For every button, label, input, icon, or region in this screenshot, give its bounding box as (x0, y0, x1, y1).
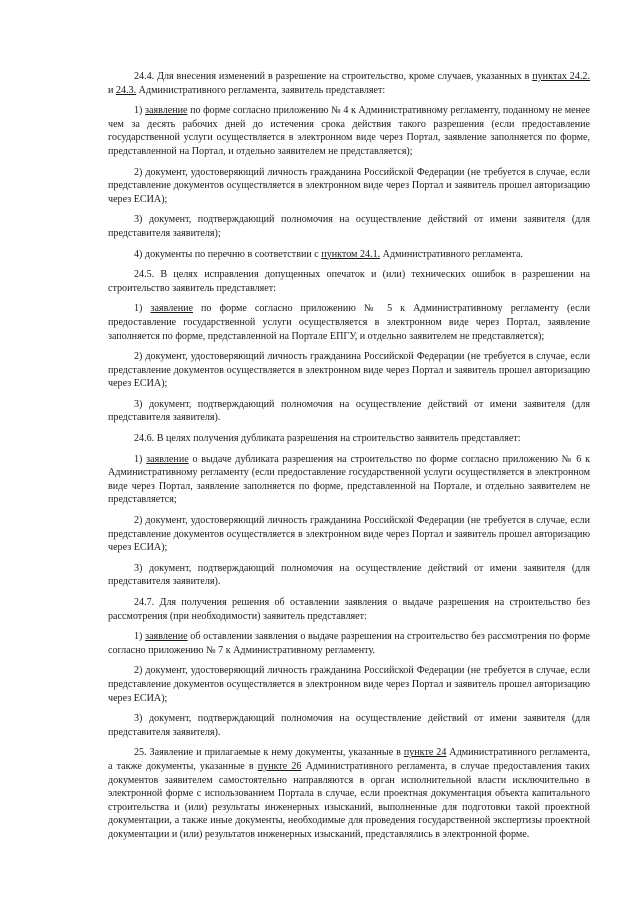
paragraph-text: 3) документ, подтверждающий полномочия на осуществление действий от имени заявителя (для представителя заявителя); (108, 214, 590, 239)
paragraph (108, 712, 590, 739)
paragraph-text: об оставлении заявления о выдаче разрешения на строительство без рассмотрения по форме согласно приложению № 7 к Административному регламенту. (108, 631, 590, 656)
paragraph-text: Административного регламента. (380, 248, 523, 260)
reference-link[interactable]: заявление (146, 453, 189, 465)
paragraph-text: Административного регламента, а также документы, указанные в (108, 747, 590, 772)
paragraph-text: Административного регламента, заявитель представляет: (136, 84, 386, 96)
paragraph (108, 746, 590, 841)
paragraph-text: 24.4. Для внесения изменений в разрешение на строительство, кроме случаев, указанных в (134, 71, 533, 82)
paragraph-text: о выдаче дубликата разрешения на строительство по форме согласно приложению № 6 к Административному регламенту (если предоставление государственной услуги осуществляется в электронном виде через Портал, заявление заполняется по форме, представленной на Портале, и отдельно заявителем не представляется; (108, 453, 590, 506)
reference-link[interactable]: пунктах 24.2. (532, 71, 590, 82)
paragraph-text: 3) документ, подтверждающий полномочия на осуществление действий от имени заявителя (для представителя заявителя). (108, 562, 590, 588)
paragraph-text: 24.7. Для получения решения об оставлении заявления о выдаче разрешения на строительство без рассмотрения (при необходимости) заявитель представляет: (108, 597, 590, 622)
paragraph (108, 630, 590, 657)
paragraph-text: по форме согласно приложению № 5 к Административному регламенту (если предоставление государственной услуги осуществляется в электронном виде через Портал, заявление заполняется по форме, представленной на Портале ЕПГУ, и отдельно заявителем не представляется); (108, 303, 591, 342)
paragraph-text: 2) документ, удостоверяющий личность гражданина Российской Федерации (не требуется в случае, если представление документов осуществляется в электронном виде через Портал и заявитель прошел авторизацию через ЕСИА); (108, 351, 590, 390)
reference-link[interactable]: пункте 26 (257, 760, 302, 772)
paragraph (108, 70, 590, 97)
paragraph-text: 1) (134, 453, 147, 465)
reference-link[interactable]: заявление (144, 105, 188, 117)
paragraph-text: 2) документ, удостоверяющий личность гражданина Российской Федерации (не требуется в случае, если представление документов осуществляется в электронном виде через Портал и заявитель прошел авторизацию через ЕСИА); (108, 665, 590, 704)
paragraph (108, 350, 590, 391)
paragraph-text: 24.6. В целях получения дубликата разрешения на строительство заявитель представляет: (134, 433, 521, 445)
paragraph-text: 24.5. В целях исправления допущенных опечаток и (или) технических ошибок в разрешении на строительство заявитель представляет: (108, 269, 590, 294)
paragraph-text: 1) (134, 105, 145, 117)
reference-link[interactable]: 24.3. (115, 84, 137, 96)
paragraph (108, 514, 590, 555)
paragraph-text: 1) (134, 303, 151, 315)
paragraph (108, 104, 590, 158)
paragraph (108, 664, 590, 705)
paragraph (108, 398, 590, 425)
paragraph (108, 302, 590, 343)
paragraph-text: 4) документы по перечню в соответствии с (134, 248, 322, 260)
paragraph (108, 432, 590, 446)
paragraph-text: 2) документ, удостоверяющий личность гражданина Российской Федерации (не требуется в случае, если представление документов осуществляется в электронном виде через Портал и заявитель прошел авторизацию через ЕСИА); (108, 515, 590, 554)
paragraph-text: 25. Заявление и прилагаемые к нему документы, указанные в (134, 747, 404, 759)
paragraph-text: 2) документ, удостоверяющий личность гражданина Российской Федерации (не требуется в случае, если представление документов осуществляется в электронном виде через Портал и заявитель прошел авторизацию через ЕСИА); (108, 166, 590, 205)
paragraph (108, 248, 590, 262)
document-page (108, 70, 590, 849)
paragraph-text: и (108, 84, 116, 96)
paragraph (108, 268, 590, 295)
paragraph-text: 3) документ, подтверждающий полномочия на осуществление действий от имени заявителя (для представителя заявителя). (108, 398, 590, 424)
paragraph (108, 166, 590, 207)
reference-link[interactable]: пункте 24 (403, 747, 447, 759)
paragraph (108, 596, 590, 623)
paragraph-text: по форме согласно приложению № 4 к Административному регламенту, поданному не менее чем за десять рабочих дней до истечения срока действия такого разрешения (если предоставление государственной услуги осуществляется в электронном виде через Портал, заявление заполняется по форме, представленной на Портал, и отдельно заявителем не представляется); (108, 105, 590, 157)
paragraph-text: 3) документ, подтверждающий полномочия на осуществление действий от имени заявителя (для представителя заявителя). (108, 713, 590, 738)
paragraph (108, 453, 590, 507)
reference-link[interactable]: пунктом 24.1. (321, 248, 381, 260)
reference-link[interactable]: заявление (150, 303, 193, 315)
paragraph (108, 562, 590, 589)
reference-link[interactable]: заявление (145, 631, 188, 643)
paragraph (108, 213, 590, 240)
paragraph-text: 1) (134, 631, 146, 643)
paragraph-text: Административного регламента, в случае предоставления таких документов заявителем самостоятельно направляются в орган исполнительной власти исключительно в электронной форме с использованием Портала в случае, если проектная документация объекта капитального строительства и (или) результаты инженерных изысканий, выполненные для подготовки такой проектной документации, а также иные документы, необходимые для проведения государственной экспертизы проектной документации и (или) результатов инженерных изысканий, представлялись в электронной форме. (108, 760, 590, 840)
